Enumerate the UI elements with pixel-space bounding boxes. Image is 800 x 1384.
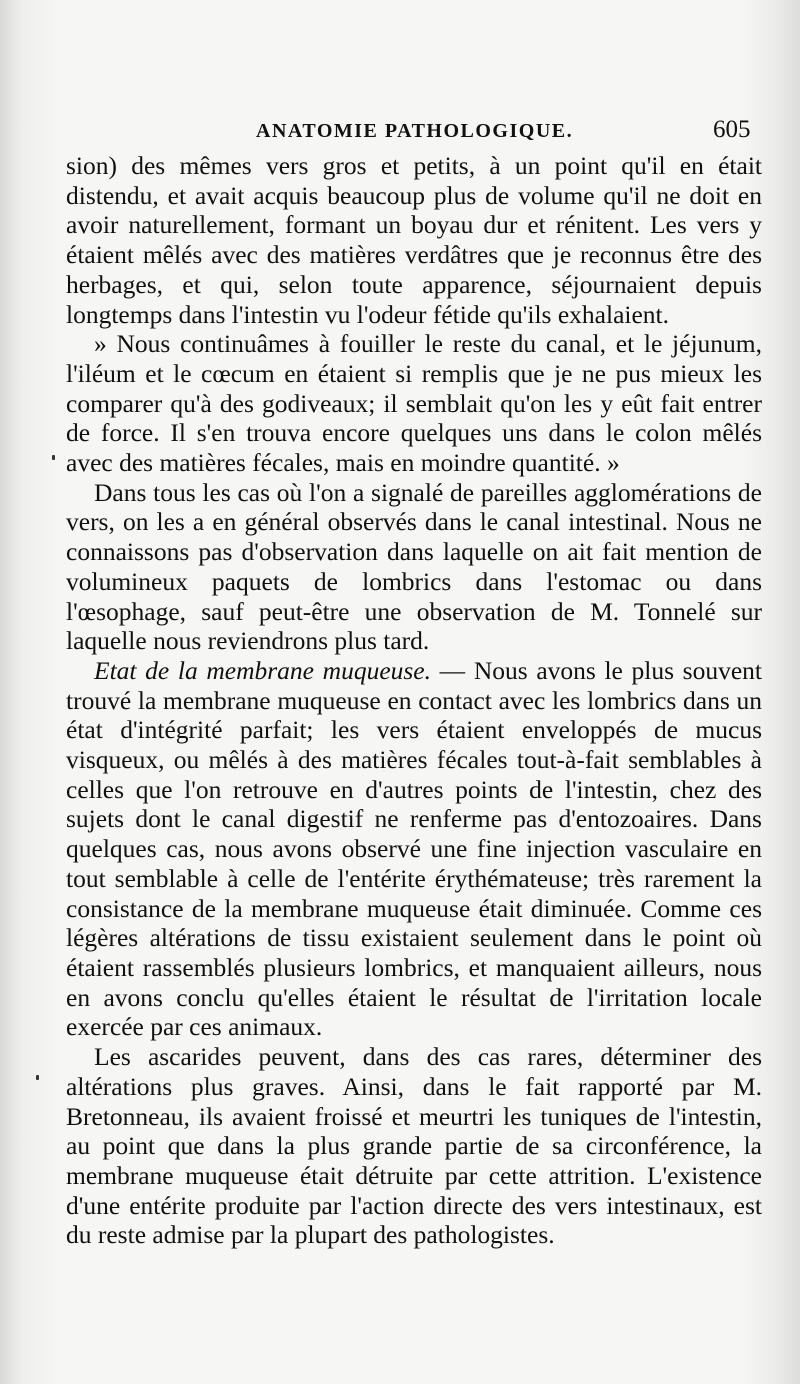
section-heading-inline: Etat de la membrane muqueuse. [94,655,432,685]
paragraph-agglomerations: Dans tous les cas où l'on a signalé de pareilles agglomérations de vers, on les a en général observés dans le canal intestinal. Nous ne connaissons pas d'observation dans laquelle on ait fait mention de volumineux paquets de lombrics dans l'estomac ou dans l'œsophage, sauf peut-être une observation de M. Tonnelé sur laquelle nous reviendrons plus tard. [66,477,762,656]
page-number: 605 [713,116,751,143]
body-text [66,151,762,1250]
running-title: ANATOMIE PATHOLOGIQUE. [256,120,574,142]
ink-speck [36,1075,39,1080]
page-header [0,116,800,146]
paragraph-continuation: sion) des mêmes vers gros et petits, à un point qu'il en était distendu, et avait acquis beaucoup plus de volume qu'il ne doit en avoir naturellement, formant un boyau dur et rénitent. Les vers y étaient mêlés avec des matières verdâtres que je reconnus être des herbages, et qui, selon toute apparence, séjournaient depuis longtemps dans l'intestin vu l'odeur fétide qu'ils exhalaient. [66,151,762,329]
paragraph-quote-continued: » Nous continuâmes à fouiller le reste du canal, et le jéjunum, l'iléum et le cœcum en étaient si remplis que je ne pus mieux les comparer qu'à des godiveaux; il semblait qu'on les y eût fait entrer de force. Il s'en trouva encore quelques uns dans le colon mêlés avec des matières fécales, mais en moindre quantité. » [66,329,762,478]
ink-speck [52,455,55,460]
paragraph-ascarides: Les ascarides peuvent, dans des cas rares, déterminer des altérations plus graves. Ainsi, dans le fait rapporté par M. Bretonneau, ils avaient froissé et meurtri les tuniques de l'intestin, au point que dans la plus grande partie de sa circonférence, la membrane muqueuse était détruite par cette attrition. L'existence d'une entérite produite par l'action directe des vers intestinaux, est du reste admise par la plupart des pathologistes. [66,1042,762,1250]
paragraph-mucous-membrane-text: — Nous avons le plus souvent trouvé la membrane muqueuse en contact avec les lombrics dans un état d'intégrité parfait; les vers étaient enveloppés de mucus visqueux, ou mêlés à des matières fécales tout-à-fait semblables à celles que l'on retrouve en d'autres points de l'intestin, chez des sujets dont le canal digestif ne renferme pas d'entozoaires. Dans quelques cas, nous avons observé une fine injection vasculaire en tout semblable à celle de l'entérite érythémateuse; très rarement la consistance de la membrane muqueuse était diminuée. Comme ces légères altérations de tissu existaient seulement dans le point où étaient rassemblés plusieurs lombrics, et manquaient ailleurs, nous en avons conclu qu'elles étaient le résultat de l'irritation locale exercée par ces animaux. [66,655,763,1042]
paragraph-mucous-membrane [66,656,762,1042]
